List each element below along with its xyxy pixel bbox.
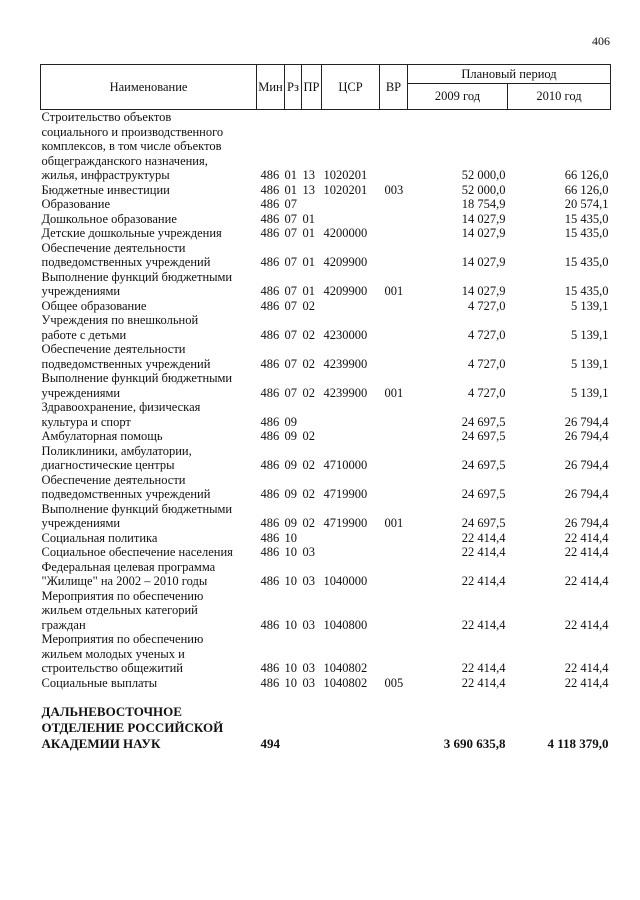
cell-pr: 03 (302, 675, 315, 690)
cell-pr: 01 (302, 255, 315, 269)
cell-y2009: 18 754,9 (461, 197, 506, 211)
cell-rz: 07 (284, 211, 297, 226)
cell-min: 486 (260, 530, 280, 545)
cell-min: 486 (260, 211, 280, 226)
cell-csr: 4719900 (323, 487, 368, 501)
cell-y2010: 15 435,0 (564, 226, 609, 240)
cell-vr (380, 342, 408, 371)
cell-y2010: 5 139,1 (571, 327, 609, 342)
cell-y2009: 24 697,5 (461, 516, 506, 530)
cell-min: 486 (260, 168, 280, 182)
cell-name: Обеспечение деятельности подведомственных учреждений (41, 342, 211, 371)
table-row (41, 197, 611, 212)
cell-pr (302, 531, 322, 546)
cell-y2009: 22 414,4 (461, 617, 506, 632)
cell-y2010: 22 414,4 (564, 545, 609, 559)
cell-min: 486 (260, 429, 280, 443)
cell-rz: 01 (284, 182, 297, 197)
cell-name: Дошкольное образование (41, 211, 177, 226)
cell-min: 486 (260, 197, 280, 211)
cell-vr: 003 (384, 182, 404, 197)
cell-name: Обеспечение деятельности подведомственных учреждений (41, 240, 211, 269)
cell-vr (380, 589, 408, 633)
cell-vr (380, 226, 408, 241)
table-row (41, 531, 611, 546)
cell-rz: 10 (284, 545, 297, 559)
table-row (41, 676, 611, 691)
cell-y2010: 15 435,0 (564, 284, 609, 298)
cell-csr: 1040000 (323, 574, 368, 588)
cell-vr: 001 (384, 284, 404, 298)
table-row (41, 110, 611, 183)
cell-y2010: 26 794,4 (564, 487, 609, 501)
cell-y2009: 52 000,0 (461, 182, 506, 197)
cell-y2010: 22 414,4 (564, 617, 609, 632)
cell-vr (380, 429, 408, 444)
header-min: Мин (257, 65, 285, 110)
header-name: Наименование (41, 65, 257, 110)
cell-min: 486 (260, 327, 280, 342)
cell-pr: 03 (302, 545, 315, 559)
cell-csr (322, 531, 380, 546)
cell-y2010: 26 794,4 (564, 516, 609, 530)
cell-y2009: 14 027,9 (461, 284, 506, 298)
cell-pr: 02 (302, 487, 315, 501)
cell-vr (380, 560, 408, 589)
cell-vr (380, 197, 408, 212)
cell-y2009: 14 027,9 (461, 211, 506, 226)
table-row (41, 400, 611, 429)
cell-y2010: 26 794,4 (564, 429, 609, 443)
cell-vr (380, 444, 408, 473)
cell-csr: 4719900 (323, 516, 368, 530)
cell-y2009: 4 727,0 (468, 385, 506, 400)
cell-pr: 01 (302, 284, 315, 298)
cell-y2009: 4 727,0 (468, 327, 506, 342)
header-vr: ВР (380, 65, 408, 110)
cell-min: 486 (260, 255, 280, 269)
cell-csr: 4239900 (323, 356, 368, 371)
cell-y2009: 22 414,4 (461, 530, 506, 545)
cell-rz: 07 (284, 327, 297, 342)
table-row (41, 313, 611, 342)
cell-csr (322, 197, 380, 212)
table-row (41, 241, 611, 270)
cell-name: Образование (41, 197, 111, 211)
cell-rz: 07 (284, 385, 297, 400)
cell-pr: 13 (302, 168, 315, 182)
cell-y2010: 66 126,0 (564, 182, 609, 197)
cell-y2010: 26 794,4 (564, 458, 609, 472)
table-row (41, 589, 611, 633)
cell-rz: 10 (284, 530, 297, 545)
cell-vr (380, 531, 408, 546)
header-pr: ПР (302, 65, 322, 110)
cell-rz: 07 (284, 255, 297, 269)
cell-vr (380, 299, 408, 314)
cell-name: Мероприятия по обеспечению жильем молодых ученых и строительство общежитий (41, 632, 204, 675)
cell-y2010: 26 794,4 (564, 414, 609, 429)
cell-y2010: 22 414,4 (564, 675, 609, 690)
budget-table (40, 64, 611, 752)
cell-rz: 09 (284, 487, 297, 501)
cell-csr: 1020201 (323, 182, 368, 197)
header-csr: ЦСР (322, 65, 380, 110)
cell-min: 486 (260, 545, 280, 559)
header-rz: Рз (285, 65, 302, 110)
cell-vr (380, 473, 408, 502)
cell-csr (322, 400, 380, 429)
cell-rz: 10 (284, 675, 297, 690)
summary-cell-y2009: 3 690 635,8 (443, 736, 506, 751)
cell-y2010: 5 139,1 (571, 356, 609, 371)
cell-rz: 09 (284, 414, 297, 429)
page-number: 406 (592, 34, 610, 48)
table-row (41, 429, 611, 444)
table-body (41, 110, 611, 753)
cell-min: 486 (260, 458, 280, 472)
cell-y2009: 4 727,0 (468, 298, 506, 313)
cell-csr: 4230000 (323, 327, 368, 342)
spacer-cell (41, 690, 611, 704)
cell-csr: 1040800 (323, 617, 368, 632)
cell-y2010: 22 414,4 (564, 574, 609, 588)
cell-rz: 07 (284, 356, 297, 371)
cell-min: 486 (260, 226, 280, 240)
cell-y2009: 24 697,5 (461, 414, 506, 429)
cell-name: Бюджетные инвестиции (41, 182, 170, 197)
cell-csr: 1040802 (323, 661, 368, 675)
cell-vr (380, 241, 408, 270)
cell-name: Выполнение функций бюджетными учреждениями (41, 371, 233, 400)
cell-y2010: 22 414,4 (564, 530, 609, 545)
cell-min: 486 (260, 675, 280, 690)
table-row (41, 270, 611, 299)
table-row (41, 212, 611, 227)
cell-vr: 005 (384, 675, 404, 690)
cell-vr (380, 400, 408, 429)
cell-name: Обеспечение деятельности подведомственных учреждений (41, 472, 211, 501)
cell-pr: 02 (302, 516, 315, 530)
cell-name: Здравоохранение, физическая культура и спорт (41, 400, 201, 429)
cell-csr: 4239900 (323, 385, 368, 400)
cell-name: Выполнение функций бюджетными учреждениями (41, 501, 233, 530)
cell-rz: 10 (284, 661, 297, 675)
table-header (41, 65, 611, 110)
cell-rz: 07 (284, 284, 297, 298)
table-row (41, 560, 611, 589)
cell-y2009: 14 027,9 (461, 255, 506, 269)
cell-min: 486 (260, 617, 280, 632)
cell-name: Амбулаторная помощь (41, 429, 163, 443)
cell-name: Социальная политика (41, 530, 158, 545)
cell-csr (322, 545, 380, 560)
table-row (41, 226, 611, 241)
cell-name: Поликлиники, амбулатории, диагностические центры (41, 443, 192, 472)
cell-name: Строительство объектов социального и производственного комплексов, в том числе объектов общегражданского назначения, жилья, инфраструктуры (41, 110, 224, 182)
cell-rz: 09 (284, 516, 297, 530)
cell-pr: 03 (302, 617, 315, 632)
table-row (41, 473, 611, 502)
cell-y2009: 22 414,4 (461, 574, 506, 588)
cell-vr (380, 212, 408, 227)
cell-min: 486 (260, 487, 280, 501)
cell-name: Учреждения по внешкольной работе с детьми (41, 313, 199, 342)
cell-min: 486 (260, 356, 280, 371)
cell-csr: 4710000 (323, 458, 368, 472)
cell-rz: 07 (284, 226, 297, 240)
cell-name: Социальное обеспечение населения (41, 545, 233, 559)
cell-y2009: 22 414,4 (461, 545, 506, 559)
summary-cell-min: 494 (260, 736, 280, 751)
cell-pr: 02 (302, 298, 315, 313)
cell-min: 486 (260, 574, 280, 588)
cell-name: Мероприятия по обеспечению жильем отдельных категорий граждан (41, 588, 204, 632)
cell-rz: 09 (284, 458, 297, 472)
cell-rz: 01 (284, 168, 297, 182)
cell-csr (322, 299, 380, 314)
table-row (41, 371, 611, 400)
cell-csr: 4209900 (323, 284, 368, 298)
cell-min: 486 (260, 516, 280, 530)
cell-vr (380, 313, 408, 342)
cell-csr (322, 212, 380, 227)
table-row (41, 444, 611, 473)
cell-pr (302, 197, 322, 212)
header-2010: 2010 год (508, 84, 611, 110)
cell-pr: 02 (302, 385, 315, 400)
cell-y2009: 22 414,4 (461, 661, 506, 675)
cell-min: 486 (260, 182, 280, 197)
cell-vr: 001 (384, 385, 404, 400)
cell-y2009: 24 697,5 (461, 487, 506, 501)
cell-pr (302, 400, 322, 429)
cell-name: Федеральная целевая программа "Жилище" на 2002 – 2010 годы (41, 559, 216, 588)
table-row (41, 299, 611, 314)
cell-pr: 03 (302, 574, 315, 588)
cell-min: 486 (260, 661, 280, 675)
cell-rz: 10 (284, 617, 297, 632)
summary-cell-y2010: 4 118 379,0 (547, 736, 609, 751)
cell-y2010: 66 126,0 (564, 168, 609, 182)
cell-y2009: 22 414,4 (461, 675, 506, 690)
cell-vr (380, 632, 408, 676)
cell-name: Общее образование (41, 298, 147, 313)
cell-min: 486 (260, 414, 280, 429)
cell-y2009: 24 697,5 (461, 429, 506, 443)
cell-pr: 02 (302, 327, 315, 342)
cell-vr: 001 (384, 516, 404, 530)
header-2009: 2009 год (408, 84, 508, 110)
cell-name: Социальные выплаты (41, 675, 158, 690)
cell-y2010: 15 435,0 (564, 211, 609, 226)
cell-y2009: 24 697,5 (461, 458, 506, 472)
cell-csr (322, 429, 380, 444)
cell-y2009: 52 000,0 (461, 168, 506, 182)
cell-pr: 13 (302, 182, 315, 197)
cell-min: 486 (260, 298, 280, 313)
table-row (41, 183, 611, 198)
cell-y2010: 5 139,1 (571, 298, 609, 313)
cell-vr (380, 110, 408, 183)
header-plan-period: Плановый период (408, 65, 611, 84)
table-row (41, 632, 611, 676)
table-row (41, 545, 611, 560)
cell-vr (380, 545, 408, 560)
cell-name: Детские дошкольные учреждения (41, 226, 222, 240)
cell-name: Выполнение функций бюджетными учреждениями (41, 269, 233, 298)
cell-rz: 07 (284, 298, 297, 313)
cell-csr: 1040802 (323, 675, 368, 690)
cell-rz: 07 (284, 197, 297, 211)
cell-pr: 03 (302, 661, 315, 675)
cell-csr: 4209900 (323, 255, 368, 269)
summary-cell-name: ДАЛЬНЕВОСТОЧНОЕ ОТДЕЛЕНИЕ РОССИЙСКОЙ АКАДЕМИИ НАУК (41, 704, 224, 751)
cell-min: 486 (260, 385, 280, 400)
cell-pr: 02 (302, 458, 315, 472)
cell-rz: 10 (284, 574, 297, 588)
table-row (41, 342, 611, 371)
cell-y2009: 14 027,9 (461, 226, 506, 240)
cell-y2010: 22 414,4 (564, 661, 609, 675)
cell-pr: 02 (302, 356, 315, 371)
cell-rz: 09 (284, 429, 297, 443)
cell-pr: 01 (302, 211, 315, 226)
table-row (41, 502, 611, 531)
cell-csr: 1020201 (323, 168, 368, 182)
cell-y2009: 4 727,0 (468, 356, 506, 371)
cell-pr: 01 (302, 226, 315, 240)
cell-pr: 02 (302, 429, 315, 443)
cell-y2010: 20 574,1 (564, 197, 609, 211)
cell-y2010: 15 435,0 (564, 255, 609, 269)
cell-min: 486 (260, 284, 280, 298)
summary-row (41, 704, 611, 752)
cell-y2010: 5 139,1 (571, 385, 609, 400)
row-spacer (41, 690, 611, 704)
cell-csr: 4200000 (323, 226, 368, 240)
